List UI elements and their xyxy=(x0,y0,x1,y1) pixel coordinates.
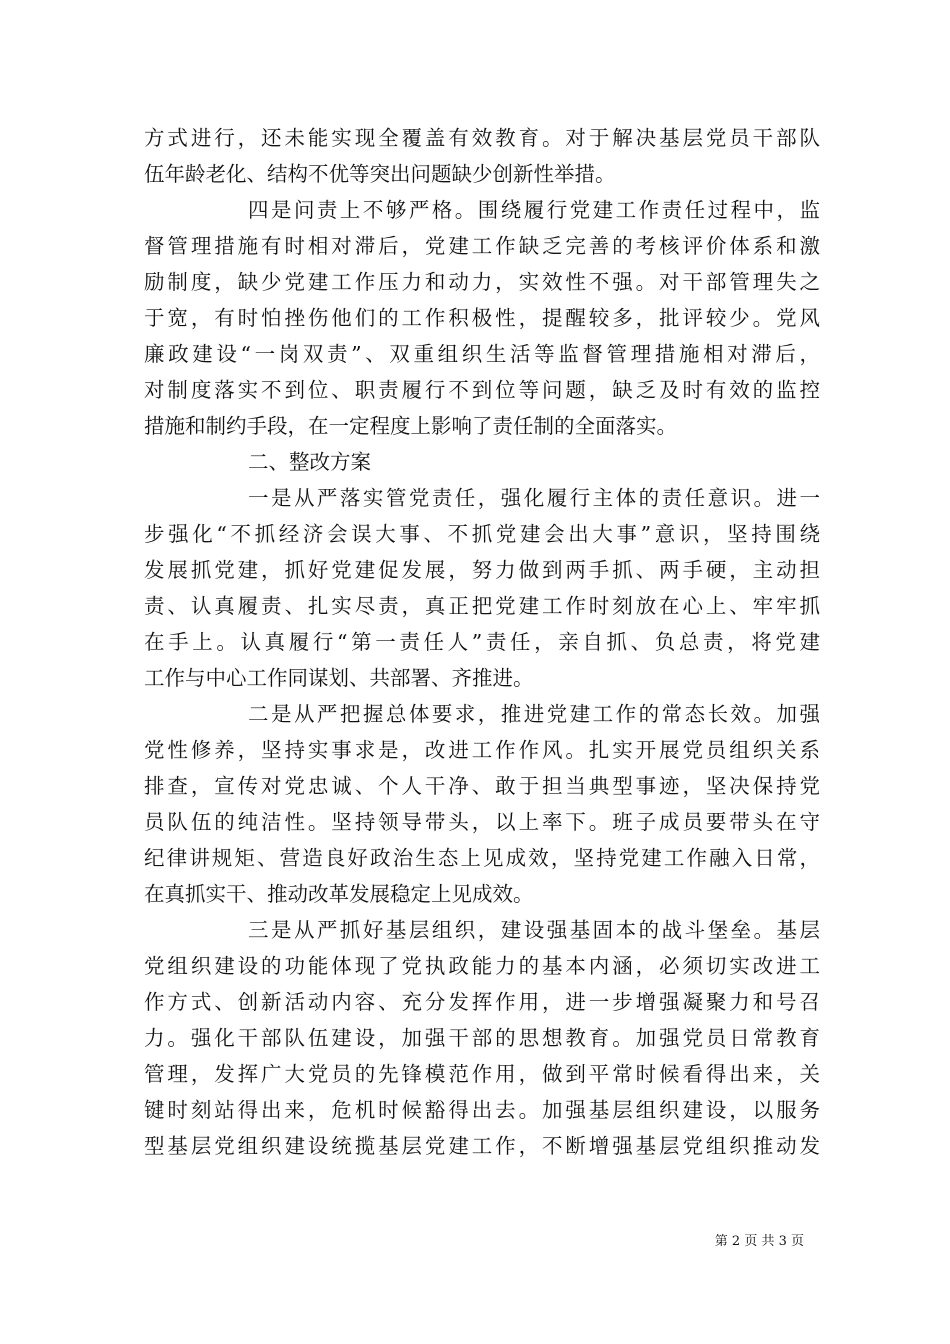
text-line: 党性修养，坚持实事求是，改进工作作风。扎实开展党员组织关系 xyxy=(144,738,820,762)
text-line: 员队伍的纯洁性。坚持领导带头，以上率下。班子成员要带头在守 xyxy=(144,810,820,834)
text-line: 纪律讲规矩、营造良好政治生态上见成效，坚持党建工作融入日常， xyxy=(144,846,820,870)
text-line: 方式进行，还未能实现全覆盖有效教育。对于解决基层党员干部队 xyxy=(144,126,820,150)
text-line: 励制度，缺少党建工作压力和动力，实效性不强。对干部管理失之 xyxy=(144,270,820,294)
text-line: 在手上。认真履行“第一责任人”责任，亲自抓、负总责，将党建 xyxy=(144,630,820,654)
text-line: 一是从严落实管党责任，强化履行主体的责任意识。进一 xyxy=(248,486,820,510)
text-line: 排查，宣传对党忠诚、个人干净、敢于担当典型事迹，坚决保持党 xyxy=(144,774,820,798)
text-line: 对制度落实不到位、职责履行不到位等问题，缺乏及时有效的监控 xyxy=(144,378,820,402)
text-line: 二是从严把握总体要求，推进党建工作的常态长效。加强 xyxy=(248,702,820,726)
text-line: 发展抓党建，抓好党建促发展，努力做到两手抓、两手硬，主动担 xyxy=(144,558,820,582)
text-line: 管理，发挥广大党员的先锋模范作用，做到平常时候看得出来，关 xyxy=(144,1062,820,1086)
text-line: 于宽，有时怕挫伤他们的工作积极性，提醒较多，批评较少。党风 xyxy=(144,306,820,330)
text-line: 步强化“不抓经济会误大事、不抓党建会出大事”意识，坚持围绕 xyxy=(144,522,820,546)
text-line: 四是问责上不够严格。围绕履行党建工作责任过程中，监 xyxy=(248,198,820,222)
text-line: 在真抓实干、推动改革发展稳定上见成效。 xyxy=(144,882,534,906)
text-line: 工作与中心工作同谋划、共部署、齐推进。 xyxy=(144,666,534,690)
text-line: 力。强化干部队伍建设，加强干部的思想教育。加强党员日常教育 xyxy=(144,1026,820,1050)
section-heading: 二、整改方案 xyxy=(248,450,371,474)
text-line: 党组织建设的功能体现了党执政能力的基本内涵，必须切实改进工 xyxy=(144,954,820,978)
text-line: 三是从严抓好基层组织，建设强基固本的战斗堡垒。基层 xyxy=(248,918,820,942)
text-line: 键时刻站得出来，危机时候豁得出去。加强基层组织建设，以服务 xyxy=(144,1098,820,1122)
text-line: 督管理措施有时相对滞后，党建工作缺乏完善的考核评价体系和激 xyxy=(144,234,820,258)
text-line: 措施和制约手段，在一定程度上影响了责任制的全面落实。 xyxy=(144,414,677,438)
text-line: 型基层党组织建设统揽基层党建工作，不断增强基层党组织推动发 xyxy=(144,1134,820,1158)
text-line: 伍年龄老化、结构不优等突出问题缺少创新性举措。 xyxy=(144,162,616,186)
text-line: 廉政建设“一岗双责”、双重组织生活等监督管理措施相对滞后， xyxy=(144,342,820,366)
page-number: 第 2 页 共 3 页 xyxy=(714,1234,804,1249)
text-line: 作方式、创新活动内容、充分发挥作用，进一步增强凝聚力和号召 xyxy=(144,990,820,1014)
text-line: 责、认真履责、扎实尽责，真正把党建工作时刻放在心上、牢牢抓 xyxy=(144,594,820,618)
